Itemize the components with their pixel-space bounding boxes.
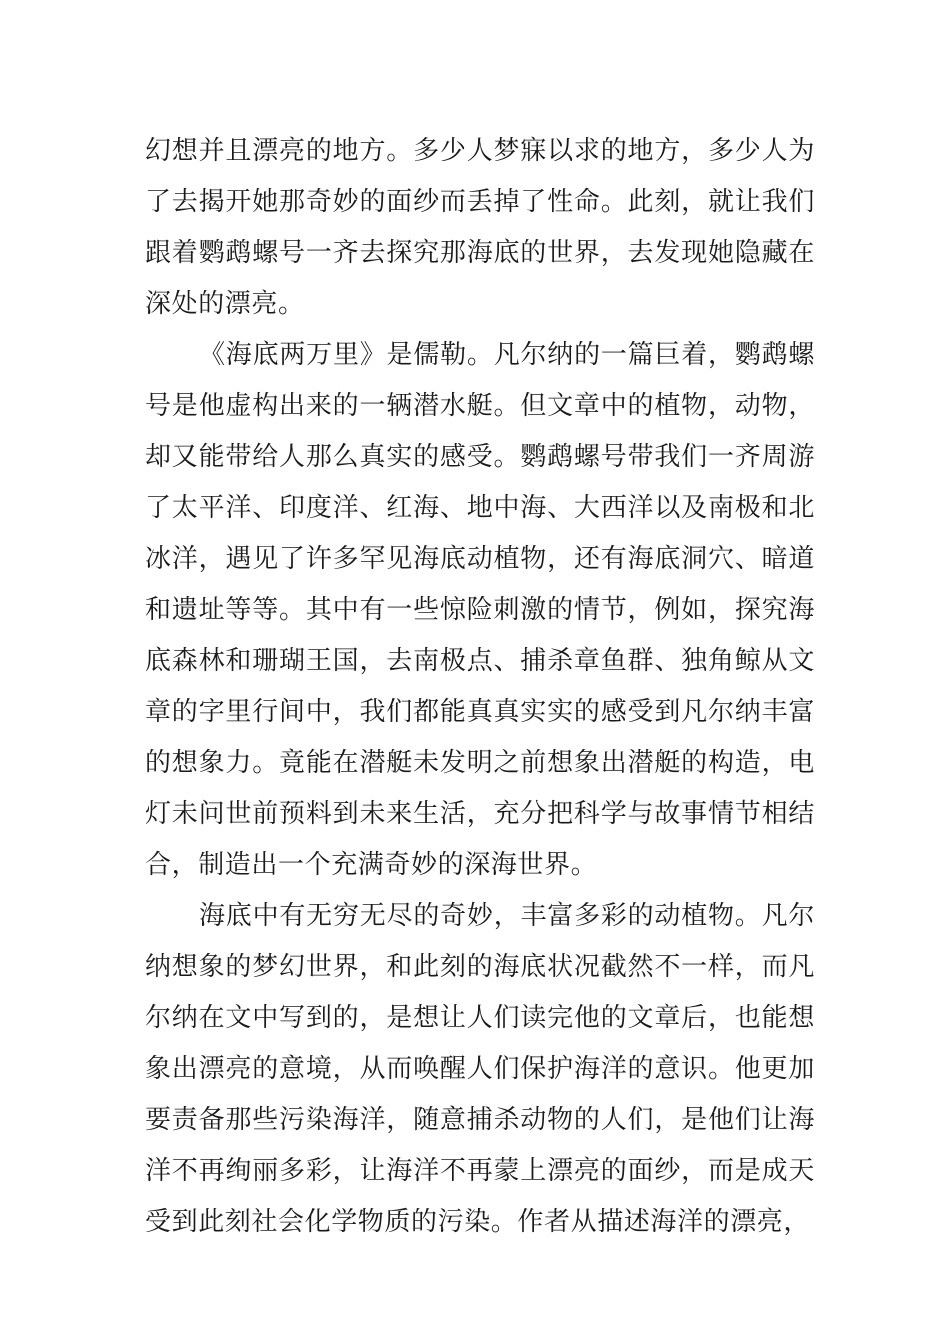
paragraph-1: 幻想并且漂亮的地方。多少人梦寐以求的地方，多少人为了去揭开她那奇妙的面纱而丢掉了性命。此刻，就让我们跟着鹦鹉螺号一齐去探究那海底的世界，去发现她隐藏在深处的漂亮。 [145, 136, 815, 319]
paragraph-3: 海底中有无穷无尽的奇妙，丰富多彩的动植物。凡尔纳想象的梦幻世界，和此刻的海底状况截然不一样，而凡尔纳在文中写到的，是想让人们读完他的文章后，也能想象出漂亮的意境，从而唤醒人们保护海洋的意识。他更加要责备那些污染海洋，随意捕杀动物的人们，是他们让海洋不再绚丽多彩，让海洋不再蒙上漂亮的面纱，而是成天受到此刻社会化学物质的污染。作者从描述海洋的漂亮， [145, 901, 815, 1237]
body-text [145, 126, 815, 1248]
paragraph-2: 《海底两万里》是儒勒。凡尔纳的一篇巨着，鹦鹉螺号是他虚构出来的一辆潜水艇。但文章中的植物，动物，却又能带给人那么真实的感受。鹦鹉螺号带我们一齐周游了太平洋、印度洋、红海、地中海、大西洋以及南极和北冰洋，遇见了许多罕见海底动植物，还有海底洞穴、暗道和遗址等等。其中有一些惊险刺激的情节，例如，探究海底森林和珊瑚王国，去南极点、捕杀章鱼群、独角鲸从文章的字里行间中，我们都能真真实实的感受到凡尔纳丰富的想象力。竟能在潜艇未发明之前想象出潜艇的构造，电灯未问世前预料到未来生活，充分把科学与故事情节相结合，制造出一个充满奇妙的深海世界。 [145, 340, 815, 880]
